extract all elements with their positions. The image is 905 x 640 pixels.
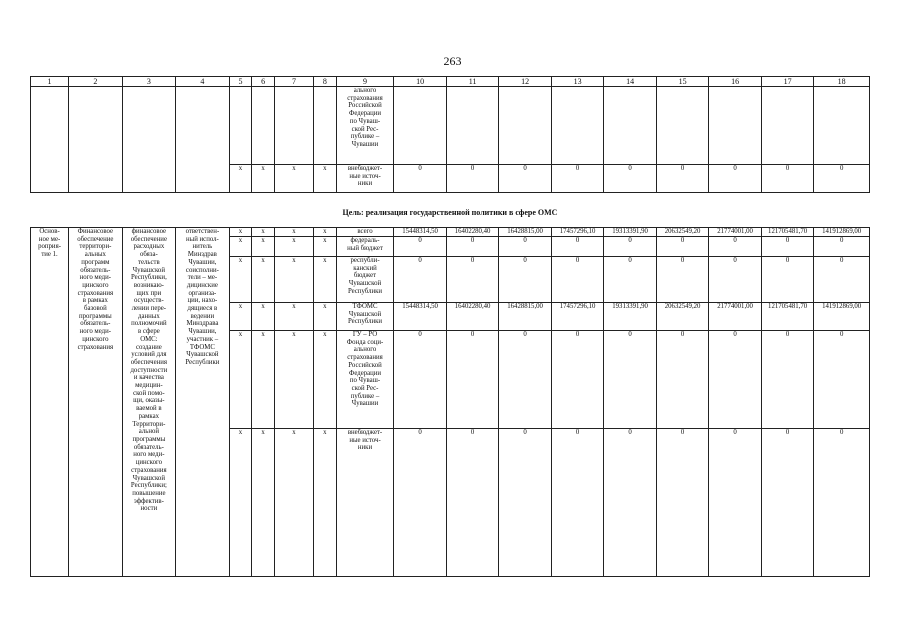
value-cell: 0 xyxy=(656,257,709,303)
responsible-executor: ответствен- ный испол- нитель Минздрав Чувашии, соисполни- тели – ме- дицинские организа- ции, нахо- дящиеся в ведении Минздрава Чувашии, участник – ТФОМС Чувашской Республики xyxy=(176,228,230,577)
value-cell: 0 xyxy=(446,237,499,257)
x-mark: x xyxy=(229,228,252,237)
value-cell: 21774001,00 xyxy=(709,228,762,237)
value-cell: 0 xyxy=(604,429,657,577)
column-number: 18 xyxy=(814,77,870,87)
funding-source: внебюджет- ные источ- ники xyxy=(336,165,394,193)
column-number: 8 xyxy=(314,77,337,87)
value-cell: 0 xyxy=(814,331,870,429)
funding-table-top xyxy=(30,76,870,193)
table-row xyxy=(31,228,870,237)
empty-cell xyxy=(314,87,337,165)
x-mark: x xyxy=(252,303,275,331)
x-mark: x xyxy=(274,303,313,331)
value-cell: 0 xyxy=(499,257,552,303)
column-number: 1 xyxy=(31,77,69,87)
empty-cell xyxy=(394,87,447,165)
empty-cell xyxy=(229,87,252,165)
value-cell: 16402280,40 xyxy=(446,228,499,237)
value-cell: 0 xyxy=(709,165,762,193)
value-cell: 0 xyxy=(499,165,552,193)
x-mark: x xyxy=(252,331,275,429)
funding-source: ГУ – РО Фонда соци- ального страхования Российской Федерации по Чуваш- ской Рес- публике – Чувашии xyxy=(336,331,394,429)
empty-cell xyxy=(69,87,123,193)
column-number: 3 xyxy=(122,77,176,87)
empty-cell xyxy=(446,87,499,165)
x-mark: x xyxy=(314,303,337,331)
x-mark: x xyxy=(274,429,313,577)
column-number: 14 xyxy=(604,77,657,87)
value-cell: 0 xyxy=(761,237,814,257)
value-cell: 17457296,10 xyxy=(551,228,604,237)
value-cell: 0 xyxy=(761,331,814,429)
value-cell: 0 xyxy=(394,429,447,577)
column-number: 11 xyxy=(446,77,499,87)
value-cell: 0 xyxy=(656,237,709,257)
value-cell: 0 xyxy=(551,237,604,257)
empty-cell xyxy=(31,87,69,193)
column-number: 17 xyxy=(761,77,814,87)
column-number-row xyxy=(31,77,870,87)
x-mark: x xyxy=(274,165,313,193)
value-cell: 0 xyxy=(709,237,762,257)
x-mark: x xyxy=(314,331,337,429)
value-cell: 0 xyxy=(709,331,762,429)
measure-title: Финансовое обеспечение территори- альных программ обязатель- ного меди- цинского страхования в рамках базовой программы обязатель- ного меди- цинского страхования xyxy=(69,228,123,577)
value-cell: 15448314,50 xyxy=(394,303,447,331)
column-number: 16 xyxy=(709,77,762,87)
x-mark: x xyxy=(274,228,313,237)
value-cell: 0 xyxy=(446,331,499,429)
value-cell: 0 xyxy=(551,257,604,303)
x-mark: x xyxy=(274,331,313,429)
x-mark: x xyxy=(229,303,252,331)
value-cell: 19313391,90 xyxy=(604,303,657,331)
measure-number: Основ- ное ме- роприя- тие 1. xyxy=(31,228,69,577)
funding-source: республи- канский бюджет Чувашской Республики xyxy=(336,257,394,303)
x-mark: x xyxy=(252,429,275,577)
value-cell: 0 xyxy=(499,331,552,429)
funding-source: ТФОМС Чувашской Республики xyxy=(336,303,394,331)
x-mark: x xyxy=(274,257,313,303)
column-number: 4 xyxy=(176,77,230,87)
value-cell: 19313391,90 xyxy=(604,228,657,237)
value-cell: 0 xyxy=(709,429,762,577)
empty-cell xyxy=(274,87,313,165)
empty-cell xyxy=(252,87,275,165)
x-mark: x xyxy=(229,331,252,429)
value-cell: 16402280,40 xyxy=(446,303,499,331)
x-mark: x xyxy=(229,257,252,303)
value-cell: 121705481,70 xyxy=(761,228,814,237)
value-cell: 0 xyxy=(709,257,762,303)
value-cell: 0 xyxy=(814,237,870,257)
value-cell: 0 xyxy=(394,165,447,193)
x-mark: x xyxy=(314,257,337,303)
value-cell: 121705481,70 xyxy=(761,303,814,331)
value-cell: 16428815,00 xyxy=(499,303,552,331)
value-cell: 0 xyxy=(394,237,447,257)
value-cell: 16428815,00 xyxy=(499,228,552,237)
value-cell: 0 xyxy=(446,257,499,303)
funding-table-main xyxy=(30,227,870,577)
x-mark: x xyxy=(229,429,252,577)
x-mark: x xyxy=(314,429,337,577)
x-mark: x xyxy=(229,237,252,257)
value-cell: 0 xyxy=(656,331,709,429)
value-cell: 141912869,00 xyxy=(814,228,870,237)
value-cell: 0 xyxy=(394,257,447,303)
x-mark: x xyxy=(229,165,252,193)
x-mark: x xyxy=(314,228,337,237)
x-mark: x xyxy=(252,165,275,193)
value-cell: 0 xyxy=(814,257,870,303)
value-cell: 0 xyxy=(604,237,657,257)
x-mark: x xyxy=(274,237,313,257)
value-cell: 21774001,00 xyxy=(709,303,762,331)
value-cell: 0 xyxy=(551,165,604,193)
empty-cell xyxy=(176,87,230,193)
empty-cell xyxy=(551,87,604,165)
value-cell: 15448314,50 xyxy=(394,228,447,237)
empty-cell xyxy=(656,87,709,165)
column-number: 13 xyxy=(551,77,604,87)
column-number: 2 xyxy=(69,77,123,87)
value-cell: 17457296,10 xyxy=(551,303,604,331)
empty-cell xyxy=(499,87,552,165)
value-cell: 0 xyxy=(604,331,657,429)
value-cell: 0 xyxy=(604,257,657,303)
value-cell: 0 xyxy=(761,257,814,303)
value-cell: 141912869,00 xyxy=(814,303,870,331)
page-number: 263 xyxy=(443,54,462,68)
value-cell: 0 xyxy=(499,429,552,577)
value-cell: 0 xyxy=(551,331,604,429)
table-row xyxy=(31,87,870,165)
value-cell: 0 xyxy=(761,165,814,193)
column-number: 15 xyxy=(656,77,709,87)
x-mark: x xyxy=(252,237,275,257)
value-cell: 0 xyxy=(604,165,657,193)
value-cell: 0 xyxy=(761,429,814,577)
column-number: 10 xyxy=(394,77,447,87)
x-mark: x xyxy=(252,228,275,237)
funding-source: ального страхования Российской Федерации по Чуваш- ской Рес- публике – Чувашии xyxy=(336,87,394,165)
column-number: 6 xyxy=(252,77,275,87)
column-number: 7 xyxy=(274,77,313,87)
value-cell: 0 xyxy=(814,429,870,577)
x-mark: x xyxy=(252,257,275,303)
x-mark: x xyxy=(314,237,337,257)
empty-cell xyxy=(604,87,657,165)
value-cell: 20632549,20 xyxy=(656,303,709,331)
measure-description: финансовое обеспечение расходных обяза- тельств Чувашской Республики, возникаю- щих при осуществ- лении пере- данных полномочий в сфере ОМС: создание условий для обеспечения доступности и качества медицин- ской помо- щи, оказы- ваемой в рамках Территори- альной программы обязатель- ного меди- цинского страхования Чувашской Республики; повышение эффектив- ности xyxy=(122,228,176,577)
empty-cell xyxy=(761,87,814,165)
value-cell: 0 xyxy=(446,429,499,577)
value-cell: 20632549,20 xyxy=(656,228,709,237)
column-number: 5 xyxy=(229,77,252,87)
value-cell: 0 xyxy=(394,331,447,429)
goal-heading: Цель: реализация государственной политики в сфере ОМС xyxy=(342,208,558,217)
empty-cell xyxy=(814,87,870,165)
value-cell: 0 xyxy=(656,429,709,577)
funding-source: федераль- ный бюджет xyxy=(336,237,394,257)
value-cell: 0 xyxy=(446,165,499,193)
value-cell: 0 xyxy=(551,429,604,577)
value-cell: 0 xyxy=(656,165,709,193)
column-number: 12 xyxy=(499,77,552,87)
column-number: 9 xyxy=(336,77,394,87)
x-mark: x xyxy=(314,165,337,193)
funding-source: всего xyxy=(336,228,394,237)
value-cell: 0 xyxy=(814,165,870,193)
empty-cell xyxy=(122,87,176,193)
funding-source: внебюджет- ные источ- ники xyxy=(336,429,394,577)
value-cell: 0 xyxy=(499,237,552,257)
empty-cell xyxy=(709,87,762,165)
